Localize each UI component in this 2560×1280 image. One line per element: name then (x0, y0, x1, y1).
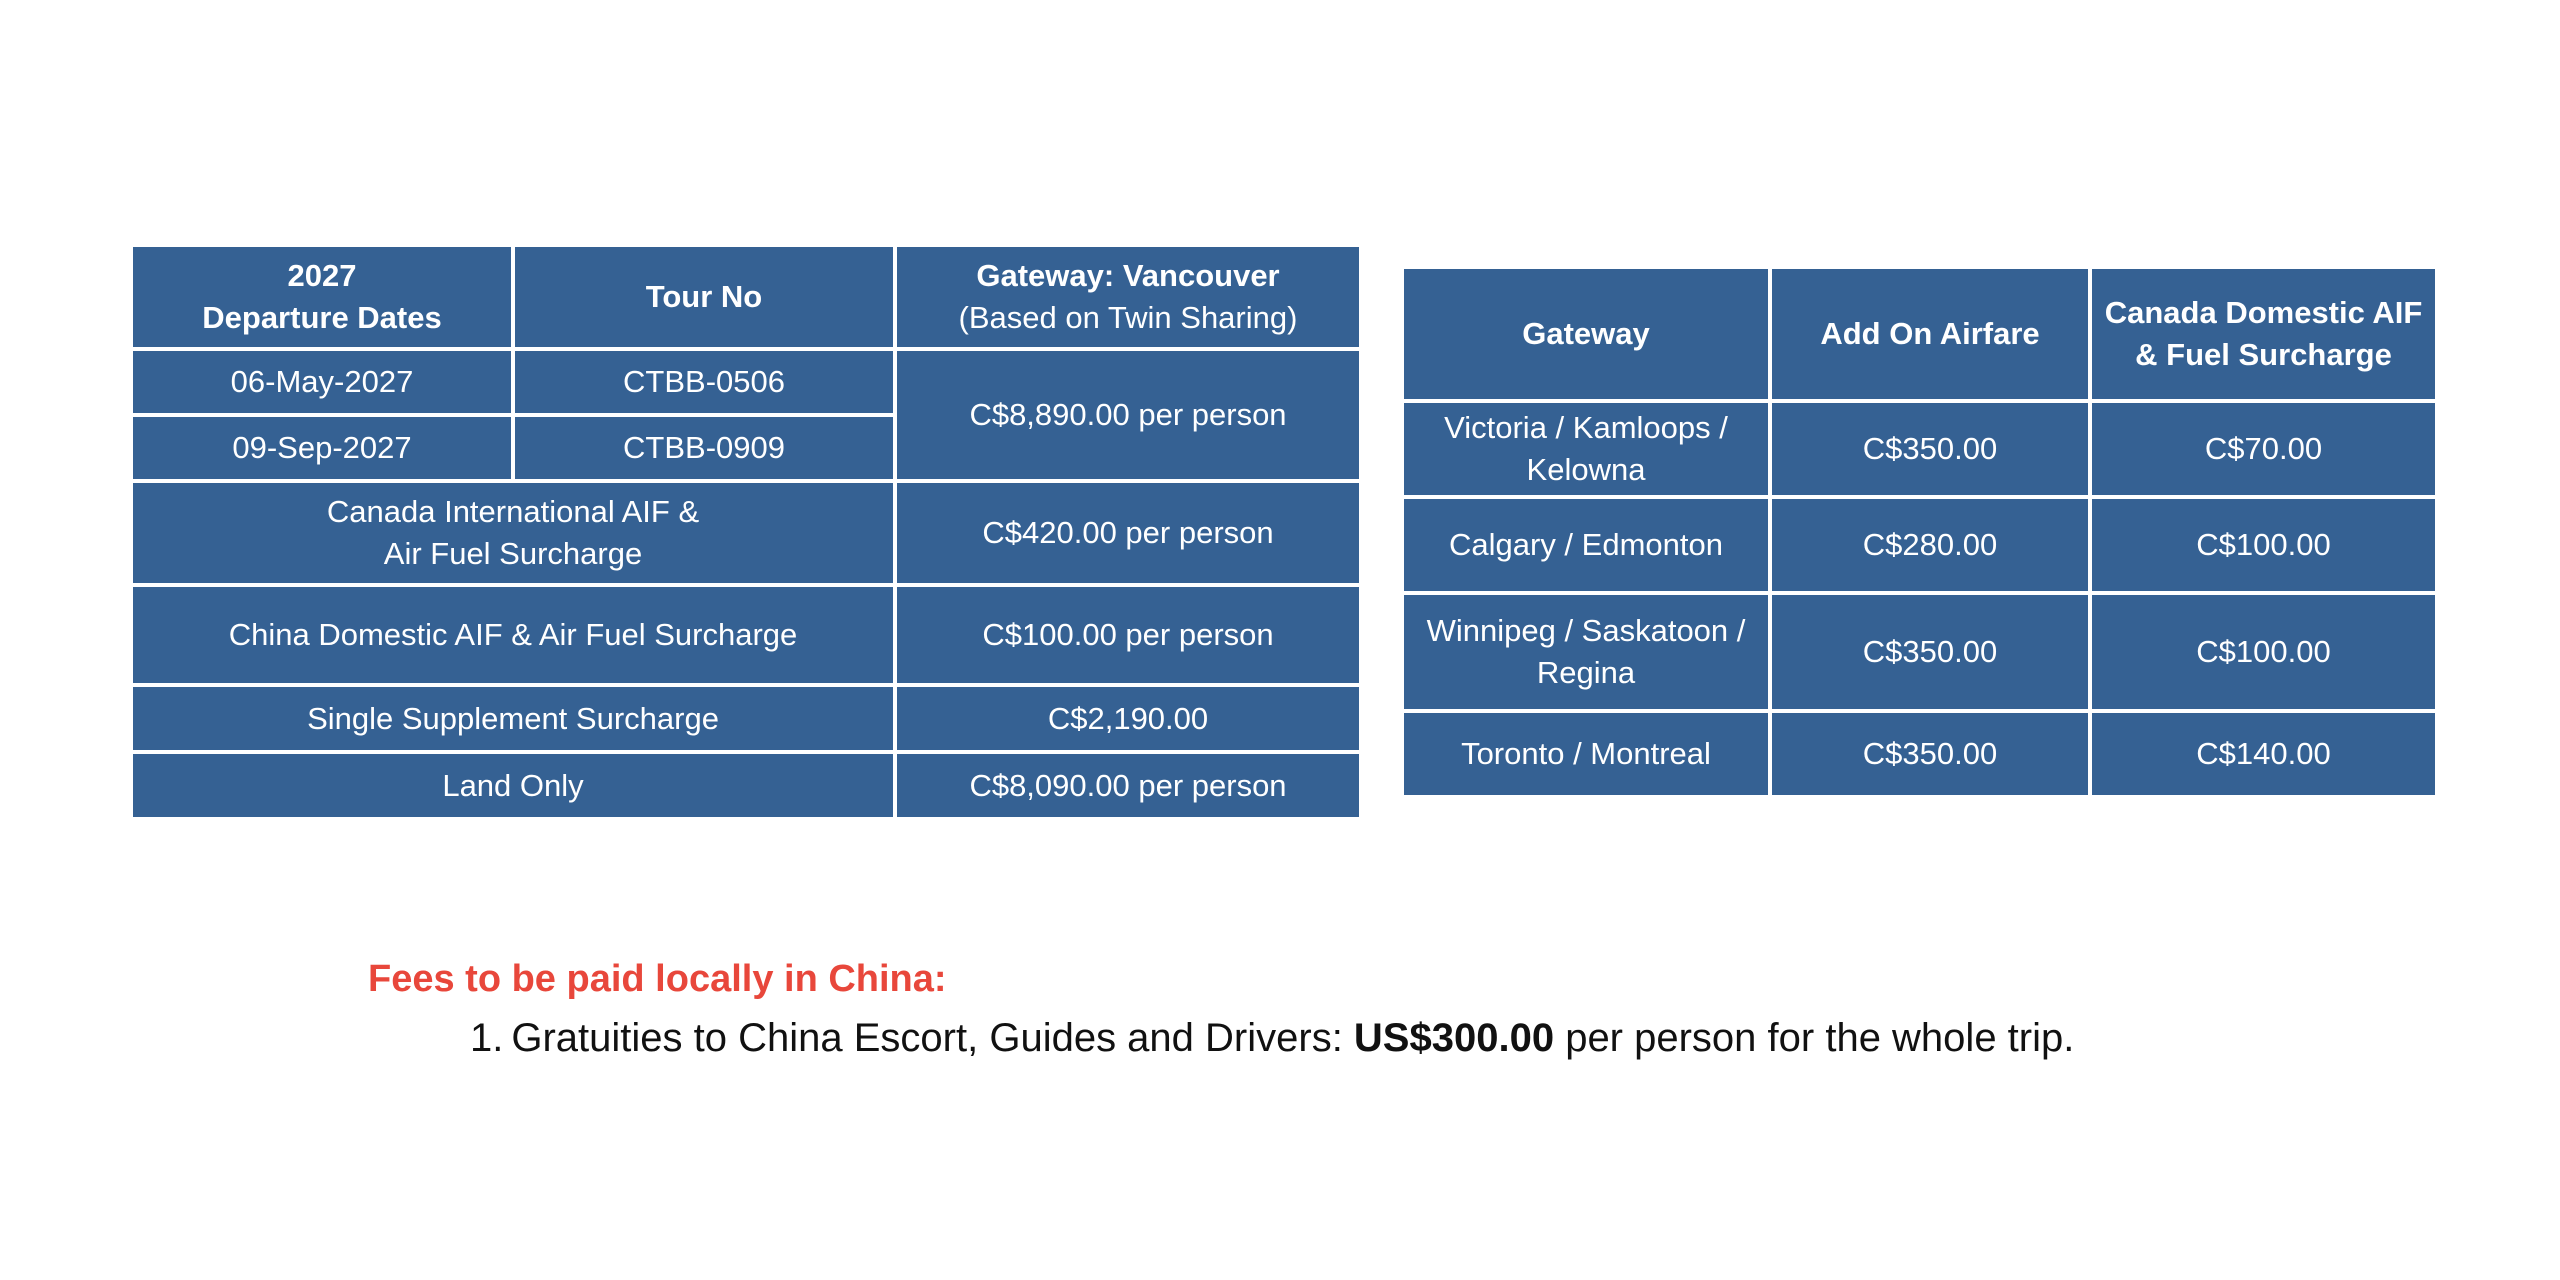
add-on-airfare-header: Add On Airfare (1770, 267, 2090, 401)
extra-label: Single Supplement Surcharge (131, 685, 895, 752)
table-row (1402, 401, 2437, 497)
departure-date: 09-Sep-2027 (131, 415, 513, 481)
domestic-cell: C$100.00 (2090, 497, 2437, 593)
table-header-row (131, 245, 1361, 349)
gateway-cell: Winnipeg / Saskatoon / Regina (1402, 593, 1770, 711)
table-row (131, 685, 1361, 752)
table-row (1402, 711, 2437, 797)
add-on-cell: C$280.00 (1770, 497, 2090, 593)
extra-label: Land Only (131, 752, 895, 819)
extra-price: C$2,190.00 (895, 685, 1361, 752)
table-row (131, 481, 1361, 585)
extra-label: China Domestic AIF & Air Fuel Surcharge (131, 585, 895, 685)
add-on-cell: C$350.00 (1770, 401, 2090, 497)
fee-text-after: per person for the whole trip. (1554, 1016, 2075, 1060)
gateway-header: Gateway (1402, 267, 1770, 401)
table-row (131, 752, 1361, 819)
extra-price: C$8,090.00 per person (895, 752, 1361, 819)
departure-dates-header: 2027 Departure Dates (131, 245, 513, 349)
extra-label: Canada International AIF & Air Fuel Surcharge (131, 481, 895, 585)
extra-price: C$100.00 per person (895, 585, 1361, 685)
gateway-vancouver-header: Gateway: Vancouver (Based on Twin Sharing) (895, 245, 1361, 349)
add-on-cell: C$350.00 (1770, 711, 2090, 797)
fees-list-item (470, 1016, 2074, 1061)
gateway-cell: Toronto / Montreal (1402, 711, 1770, 797)
fee-text-before: Gratuities to China Escort, Guides and Drivers: (511, 1016, 1354, 1060)
fees-title: Fees to be paid locally in China: (368, 958, 947, 1000)
domestic-cell: C$140.00 (2090, 711, 2437, 797)
gateway-cell: Victoria / Kamloops / Kelowna (1402, 401, 1770, 497)
fee-amount: US$300.00 (1353, 1016, 1555, 1060)
tour-no-header: Tour No (513, 245, 895, 349)
table-row (131, 585, 1361, 685)
domestic-cell: C$100.00 (2090, 593, 2437, 711)
table-row (1402, 497, 2437, 593)
table-row (1402, 593, 2437, 711)
add-on-airfare-table (1400, 265, 2439, 799)
list-number: 1. (470, 1016, 504, 1060)
table-row (131, 349, 1361, 415)
gateway-cell: Calgary / Edmonton (1402, 497, 1770, 593)
tour-number: CTBB-0909 (513, 415, 895, 481)
tour-pricing-table (129, 243, 1363, 821)
extra-price: C$420.00 per person (895, 481, 1361, 585)
domestic-surcharge-header: Canada Domestic AIF & Fuel Surcharge (2090, 267, 2437, 401)
tour-number: CTBB-0506 (513, 349, 895, 415)
tour-price: C$8,890.00 per person (895, 349, 1361, 481)
add-on-cell: C$350.00 (1770, 593, 2090, 711)
domestic-cell: C$70.00 (2090, 401, 2437, 497)
table-header-row (1402, 267, 2437, 401)
departure-date: 06-May-2027 (131, 349, 513, 415)
